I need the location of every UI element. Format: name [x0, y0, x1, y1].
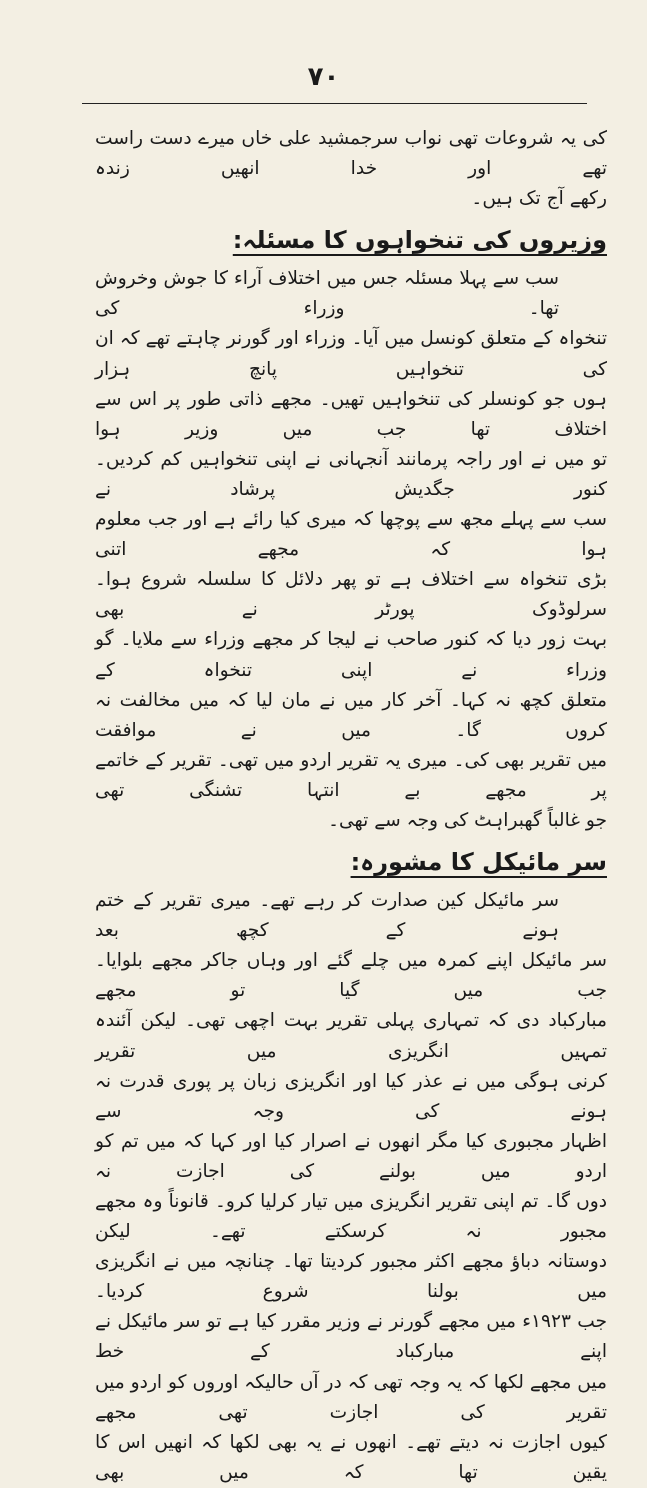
page-number: ۷۰ [307, 62, 340, 92]
section-heading-michael-advice: سر مائیکل کا مشورہ: [350, 848, 607, 877]
text-line: متعلق کچھ نہ کہا۔ آخر کار میں نے مان لیا کہ میں مخالفت نہ کروں گا۔ میں نے موافقت [95, 689, 607, 741]
text-line: ہوں جو کونسلر کی تنخواہیں تھیں۔ مجھے ذاتی طور پر اس سے اختلاف تھا جب میں وزیر ہوا [95, 388, 607, 440]
text-line: مبارکباد دی کہ تمہاری پہلی تقریر بہت اچھی تھی۔ لیکن آئندہ تمہیں انگریزی میں تقریر [95, 1010, 607, 1062]
text-line: جو غالباً گھبراہٹ کی وجہ سے تھی۔ [328, 809, 607, 831]
text-line: رکھے آج تک ہیں۔ [471, 188, 607, 210]
intro-paragraph [95, 124, 607, 214]
text-line: بڑی تنخواہ سے اختلاف ہے تو پھر دلائل کا سلسلہ شروع ہوا۔ سرلوڈوک پورٹر نے بھی [95, 569, 607, 621]
text-line: اظہار مجبوری کیا مگر انھوں نے اصرار کیا اور کہا کہ میں تم کو اردو میں بولنے کی اجازت نہ [95, 1130, 607, 1182]
text-line: کی یہ شروعات تھی نواب سرجمشید علی خاں میرے دست راست تھے اور خدا انھیں زندہ [95, 128, 607, 180]
text-line: دوستانہ دباؤ مجھے اکثر مجبور کردیتا تھا۔ چنانچہ میں نے انگریزی میں بولنا شروع کردیا۔ [95, 1251, 607, 1303]
header-rule [82, 103, 587, 104]
text-line: تو میں نے اور راجہ پرمانند آنجہانی نے اپنی تنخواہیں کم کردیں۔ کنور جگدیش پرشاد نے [95, 448, 607, 500]
text-line: سب سے پہلے مجھ سے پوچھا کہ میری کیا رائے ہے اور جب معلوم ہوا کہ مجھے اتنی [95, 509, 607, 561]
text-line: میں تقریر بھی کی۔ میری یہ تقریر اردو میں تھی۔ تقریر کے خاتمے پر مجھے بے انتہا تشنگی تھی [95, 749, 607, 801]
text-line: سب سے پہلا مسئلہ جس میں اختلاف آراء کا جوش وخروش تھا۔ وزراء کی [95, 268, 559, 320]
text-line: کرنی ہوگی میں نے عذر کیا اور انگریزی زبان پر پوری قدرت نہ ہونے کی وجہ سے [95, 1070, 607, 1122]
section-heading-ministers-salaries: وزیروں کی تنخواہوں کا مسئلہ: [232, 226, 607, 255]
text-line: سر مائیکل اپنے کمرہ میں چلے گئے اور وہاں جاکر مجھے بلوایا۔ جب میں گیا تو مجھے [95, 950, 607, 1002]
text-line: سر مائیکل کین صدارت کر رہے تھے۔ میری تقریر کے ختم ہونے کے کچھ بعد [95, 890, 559, 942]
text-line: کیوں اجازت نہ دیتے تھے۔ انھوں نے یہ بھی لکھا کہ انھیں اس کا یقین تھا کہ میں بھی [95, 1431, 607, 1483]
page-content [95, 112, 607, 1488]
text-line: میں مجھے لکھا کہ یہ وجہ تھی کہ در آں حالیکہ اوروں کو اردو میں تقریر کی اجازت تھی مجھے [95, 1371, 607, 1423]
text-line: تنخواہ کے متعلق کونسل میں آیا۔ وزراء اور گورنر چاہتے تھے کہ ان کی تنخواہیں پانچ ہزار [95, 328, 607, 380]
text-line: دوں گا۔ تم اپنی تقریر انگریزی میں تیار کرلیا کرو۔ قانوناً وہ مجھے مجبور نہ کرسکتے تھے۔ لیکن [95, 1191, 607, 1243]
section-paragraph [95, 264, 607, 836]
text-line: جب ۱۹۲۳ء میں مجھے گورنر نے وزیر مقرر کیا ہے تو سر مائیکل نے اپنے مبارکباد کے خط [95, 1311, 608, 1363]
section-paragraph [95, 886, 607, 1488]
text-line: بہت زور دیا کہ کنور صاحب نے لیجا کر مجھے وزراء سے ملایا۔ گو وزراء نے اپنی تنخواہ کے [95, 629, 607, 681]
